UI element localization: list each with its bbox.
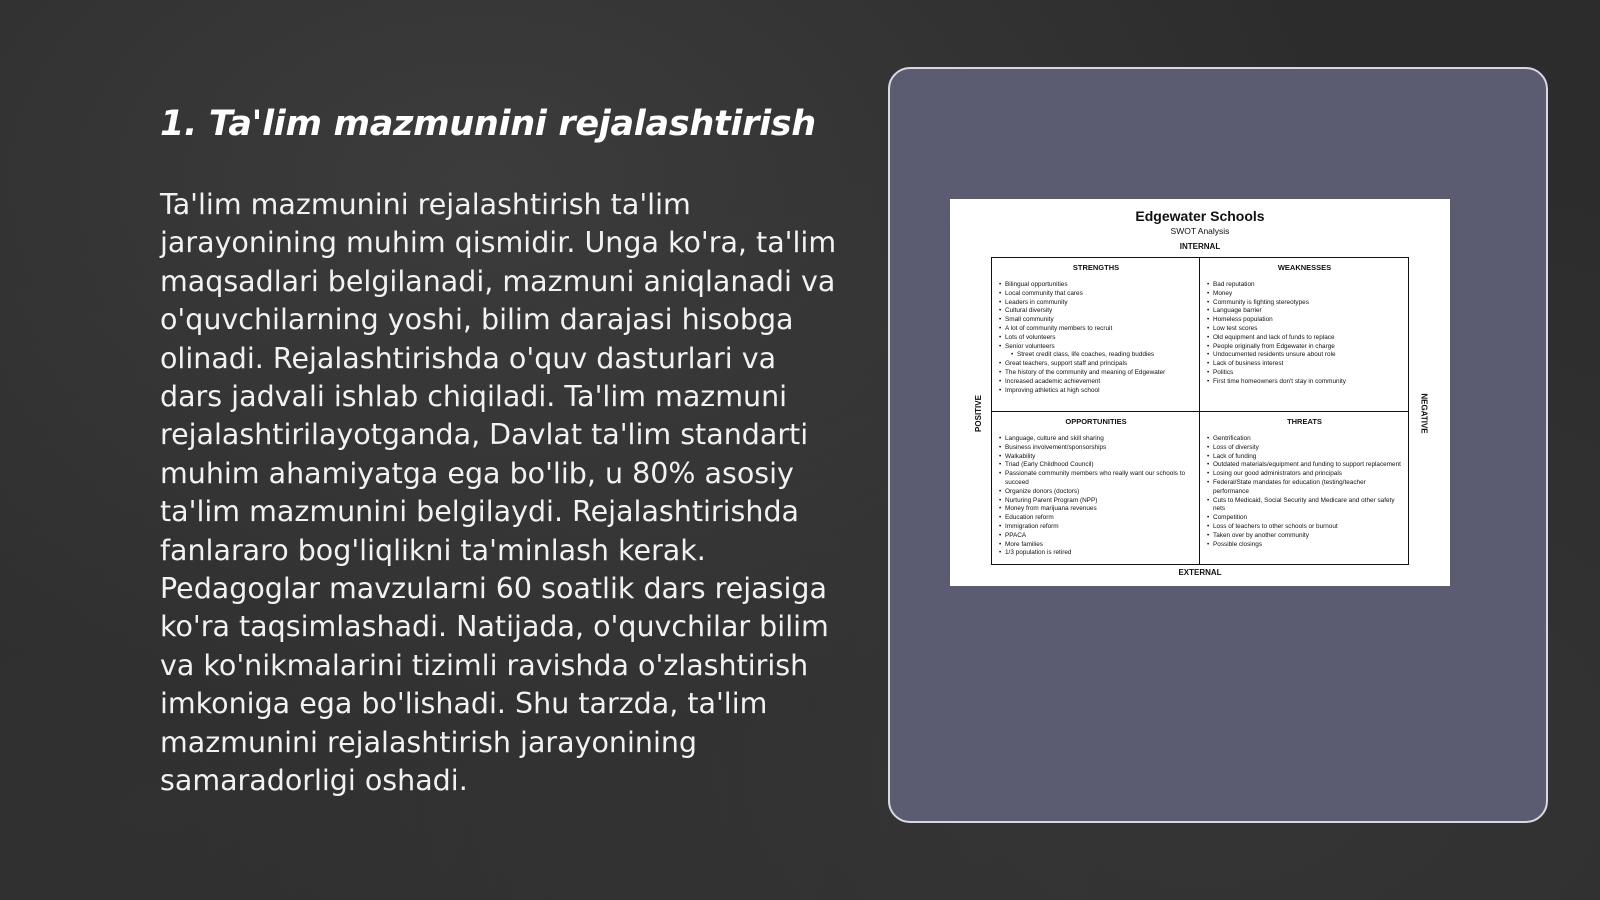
threats-heading: THREATS [1287,417,1322,426]
list-item: • Leaders in community [999,299,1193,308]
list-item: • Immigration reform [999,523,1193,532]
list-item: • Bad reputation [1207,281,1402,290]
list-item: • Organize donors (doctors) [999,488,1193,497]
list-item: • Politics [1207,369,1402,378]
list-item: • Community is fighting stereotypes [1207,299,1402,308]
slide-title: 1. Ta'lim mazmunini rejalashtirish [160,104,816,144]
list-item: • Small community [999,316,1193,325]
slide-body-text: Ta'lim mazmunini rejalashtirish ta'lim jarayonining muhim qismidir. Unga ko'ra, ta'lim maqsadlari belgilanadi, mazmuni aniqlanadi va o'quvchilarning yoshi, bilim darajasi hisobga olinadi. Rejalashtirishda o'quv dasturlari va dars jadvali ishlab chiqiladi. Ta'lim mazmuni rejalashtirilayotganda, Davlat ta'lim standarti muhim ahamiyatga ega bo'lib, u 80% asosiy ta'lim mazmunini belgilaydi. Rejalashtirishda fanlararo bog'liqlikni ta'minlash kerak. Pedagoglar mavzularni 60 soatlik dars rejasiga ko'ra taqsimlashadi. Natijada, o'quvchilar bilim va ko'nikmalarini tizimli ravishda o'zlashtirish imkoniga ega bo'lishadi. Shu tarzda, ta'lim mazmunini rejalashtirish jarayonining samaradorligi oshadi. [160,188,837,798]
list-item: • PPACA [999,532,1193,541]
swot-image [950,199,1450,586]
swot-subtitle: SWOT Analysis [1170,226,1230,236]
list-item: • Lots of volunteers [999,334,1193,343]
swot-title: Edgewater Schools [1135,208,1265,224]
list-item: • Walkability [999,453,1193,462]
list-item: • Increased academic achievement [999,378,1193,387]
list-item: • Improving athletics at high school [999,387,1193,396]
swot-internal-label: INTERNAL [1179,242,1221,251]
list-item: • Senior volunteers [999,343,1193,352]
list-item: • Taken over by another community [1207,532,1402,541]
list-item: • Loss of teachers to other schools or burnout [1207,523,1402,532]
list-item: • Business involvement/sponsorships [999,444,1193,453]
list-item: • Money [1207,290,1402,299]
list-item: • First time homeowners don't stay in community [1207,378,1402,387]
weaknesses-quadrant [1200,258,1408,412]
list-item: • The history of the community and meaning of Edgewater [999,369,1193,378]
list-item: • Great teachers, support staff and principals [999,360,1193,369]
list-item: • Loss of diversity [1207,444,1402,453]
swot-negative-label: NEGATIVE [1419,393,1429,434]
threats-list [1207,435,1402,549]
list-item: • Local community that cares [999,290,1193,299]
list-item: • Low test scores [1207,325,1402,334]
swot-grid [991,257,1409,565]
list-item: • 1/3 population is retired [999,549,1193,558]
list-item: • Bilingual opportunities [999,281,1193,290]
list-item: • Education reform [999,514,1193,523]
strengths-heading: STRENGTHS [1072,263,1120,272]
list-item: • Money from marijuana revenues [999,505,1193,514]
opportunities-heading: OPPORTUNITIES [1065,417,1127,426]
list-item: • People originally from Edgewater in charge [1207,343,1402,352]
weaknesses-list [1207,281,1402,387]
list-item: • Triad (Early Childhood Council) [999,461,1193,470]
list-item: • Homeless population [1207,316,1402,325]
list-item: • Losing our good administrators and principals [1207,470,1402,479]
list-item: • Nurturing Parent Program (NPP) [999,497,1193,506]
swot-external-label: EXTERNAL [1178,568,1222,577]
list-item: • Outdated materials/equipment and funding to support replacement [1207,461,1402,470]
list-item: • Competition [1207,514,1402,523]
list-item: • A lot of community members to recruit [999,325,1193,334]
list-item: • Old equipment and lack of funds to replace [1207,334,1402,343]
strengths-quadrant [992,258,1200,412]
swot-positive-label: POSITIVE [973,395,983,432]
list-item: • Language barrier [1207,307,1402,316]
list-item: • Language, culture and skill sharing [999,435,1193,444]
threats-quadrant [1200,412,1408,564]
opportunities-quadrant [992,412,1200,564]
list-item: • Federal/State mandates for education (testing/teacher performance [1207,479,1402,497]
list-item: • Lack of funding [1207,453,1402,462]
list-item: • Cultural diversity [999,307,1193,316]
strengths-list [999,281,1193,395]
list-item: • Lack of business interest [1207,360,1402,369]
weaknesses-heading: WEAKNESSES [1277,263,1332,272]
list-item: • Possible closings [1207,541,1402,550]
list-item: • Passionate community members who really want our schools to succeed [999,470,1193,488]
list-item: • Gentrification [1207,435,1402,444]
list-item: • Street credit class, life coaches, reading buddies [999,351,1193,360]
list-item: • Undocumented residents unsure about role [1207,351,1402,360]
list-item: • Cuts to Medicaid, Social Security and Medicare and other safety nets [1207,497,1402,515]
list-item: • More families [999,541,1193,550]
opportunities-list [999,435,1193,558]
